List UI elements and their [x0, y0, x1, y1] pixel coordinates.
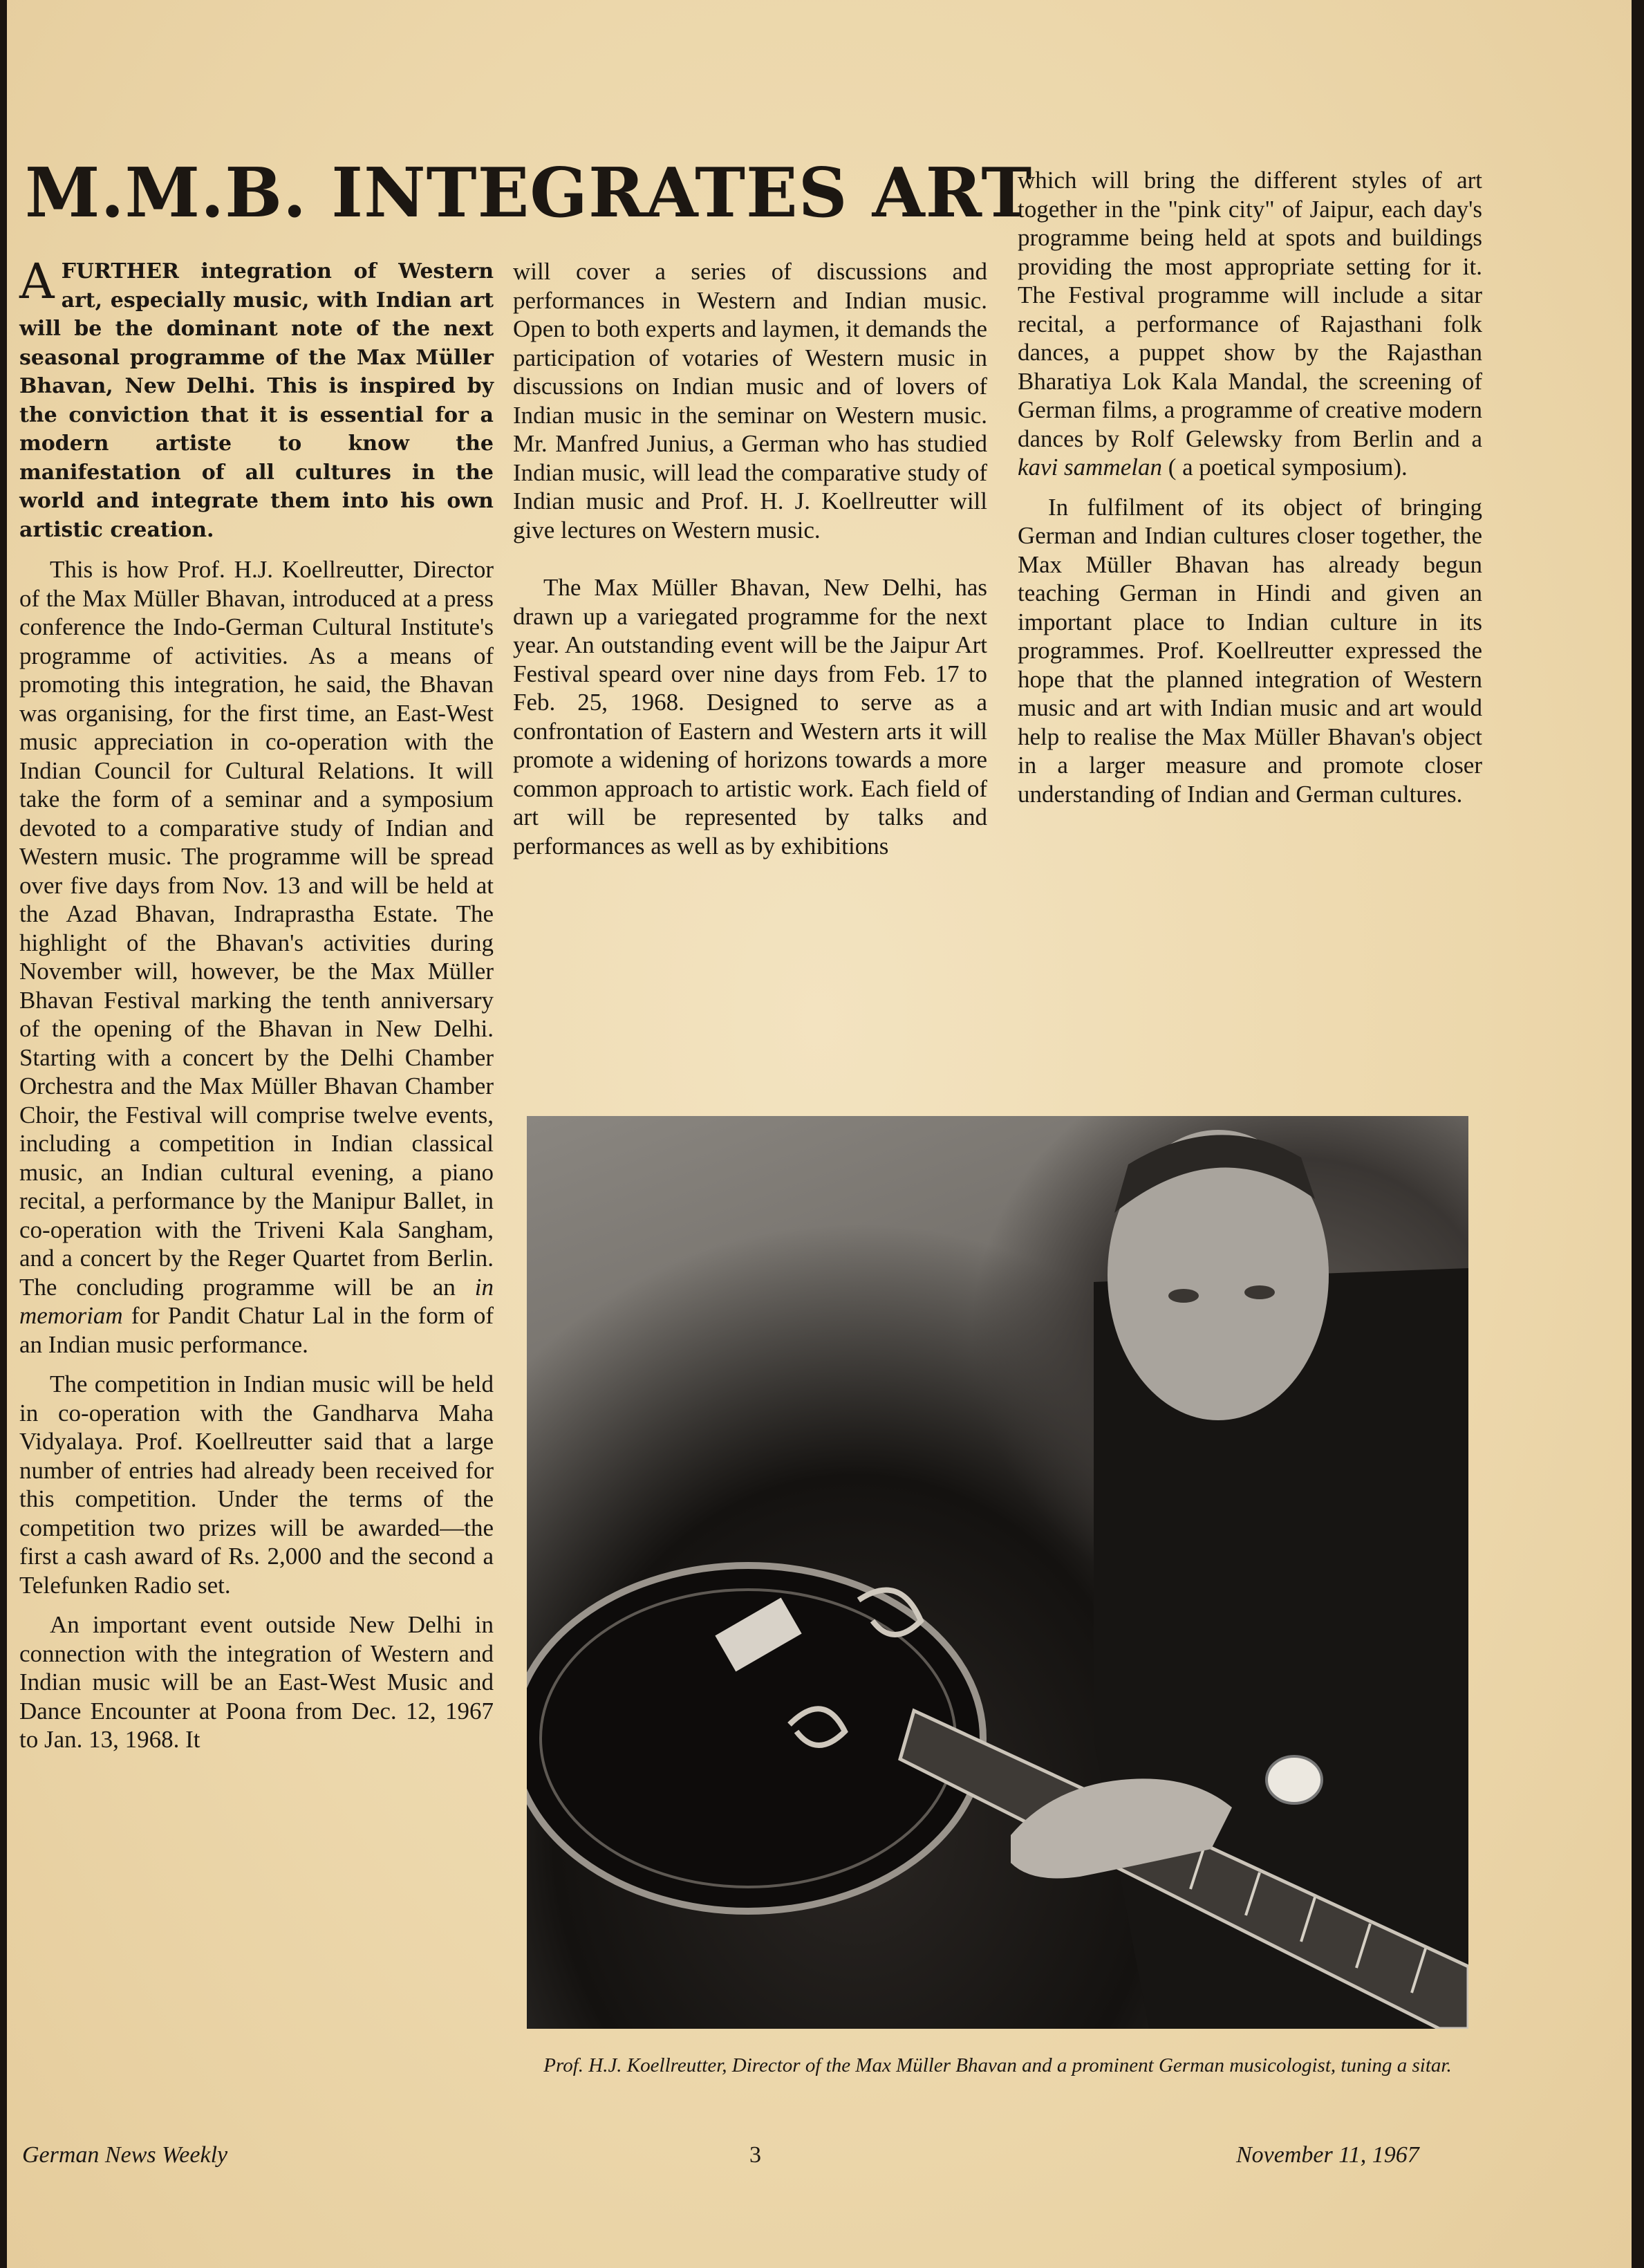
newspaper-page [7, 0, 1632, 2268]
paragraph: The Max Müller Bhavan, New Delhi, has drawn up a variegated programme for the next year. An outstanding event will be the Jaipur Art Festival speard over nine days from Feb. 17 to Feb. 25, 1968. Designed to serve as a confrontation of Eastern and Western arts it will promote a widening of horizons towards a more common approach to artistic work. Each field of art will be represented by talks and performances as well as by exhibitions [513, 574, 987, 859]
lead-text: FURTHER integration of Western art, especially music, with Indian art will be the dominant note of the next seasonal programme of the Max Müller Bhavan, New Delhi. This is inspired by the conviction that it is essential for a modern artiste to know the manifestation of all cultures in the world and integrate them into his own artistic creation. [19, 259, 494, 542]
page-number: 3 [749, 2142, 761, 2168]
paragraph: In fulfilment of its object of bringing German and Indian cultures closer together, the Max Müller Bhavan has already begun teaching German in Hindi and given an important place to Indian culture in its programmes. Prof. Koellreutter expressed the hope that the planned integration of Western music and art with Indian music and art would help to realise the Max Müller Bhavan's object in a larger measure and promote closer understanding of Indian and German cultures. [1018, 493, 1482, 808]
paragraph-text: This is how Prof. H.J. Koellreutter, Director of the Max Müller Bhavan, introduced at a press conference the Indo-German Cultural Institute's programme of activities. As a means of promoting this integration, he said, the Bhavan was organising, for the first time, an East-West music appreciation in co-operation with the Indian Council for Cultural Relations. It will take the form of a seminar and a symposium devoted to a comparative study of Indian and Western music. The programme will be spread over five days from Nov. 13 and will be held at the Azad Bhavan, Indraprastha Estate. The highlight of the Bhavan's activities during November will, however, be the Max Müller Bhavan Festival marking the tenth anniversary of the opening of the Bhavan in New Delhi. Starting with a concert by the Delhi Chamber Orchestra and the Max Müller Bhavan Chamber Choir, the Festival will comprise twelve events, including a competition in Indian classical music, an Indian cultural evening, a piano recital, a performance by the Manipur Ballet, in co-operation with the Triveni Kala Sangham, and a concert by the Reger Quartet from Berlin. The concluding programme will be an [19, 556, 494, 1301]
article-column-2 [513, 257, 987, 871]
article-column-3 [1018, 166, 1482, 819]
issue-date: November 11, 1967 [1236, 2142, 1419, 2168]
photo-illustration [527, 1116, 1468, 2029]
paragraph: An important event outside New Delhi in connection with the integration of Western and Indian music will be an East-West Music and Dance Encounter at Poona from Dec. 12, 1967 to Jan. 13, 1968. It [19, 1611, 494, 1753]
article-headline: M.M.B. INTEGRATES ART [25, 154, 1033, 233]
article-column-1 [19, 253, 494, 1765]
paragraph: The competition in Indian music will be held in co-operation with the Gandharva Maha Vidyalaya. Prof. Koellreutter said that a large number of entries had already been received for this competition. Under the terms of the competition two prizes will be awarded—the first a cash award of Rs. 2,000 and the second a Telefunken Radio set. [19, 1370, 494, 1599]
italic-term: kavi sammelan [1018, 454, 1162, 481]
paragraph: will cover a series of discussions and performances in Western and Indian music. Open to both experts and laymen, it demands the participation of votaries of Western music in discussions on Indian music and of lovers of Indian music in the seminar on Western music. Mr. Manfred Junius, a German who has studied Indian music, will lead the comparative study of Indian music and Prof. H. J. Koellreutter will give lectures on Western music. [513, 258, 987, 543]
sitar-photograph [527, 1116, 1468, 2029]
paragraph-text: for Pandit Chatur Lal in the form of an Indian music performance. [19, 1302, 494, 1358]
paragraph [1018, 166, 1482, 482]
publication-name: German News Weekly [22, 2142, 228, 2168]
paragraph-text: which will bring the different styles of art together in the "pink city" of Jaipur, each day's programme being held at spots and buildings providing the most appropriate setting for it. The Festival programme will include a sitar recital, a performance of Rajasthani folk dances, a puppet show by the Rajasthan Bharatiya Lok Kala Mandal, the screening of German films, a programme of creative modern dances by Rolf Gelewsky from Berlin and a [1018, 167, 1482, 452]
paragraph-text: ( a poetical symposium). [1168, 454, 1408, 481]
photo-caption: Prof. H.J. Koellreutter, Director of the Max Müller Bhavan and a prominent German musicologist, tuning a sitar. [543, 2054, 1452, 2076]
lead-paragraph [19, 253, 494, 544]
paragraph [19, 555, 494, 1359]
italic-term: in memoriam [19, 1273, 494, 1329]
drop-cap: A [19, 253, 55, 310]
